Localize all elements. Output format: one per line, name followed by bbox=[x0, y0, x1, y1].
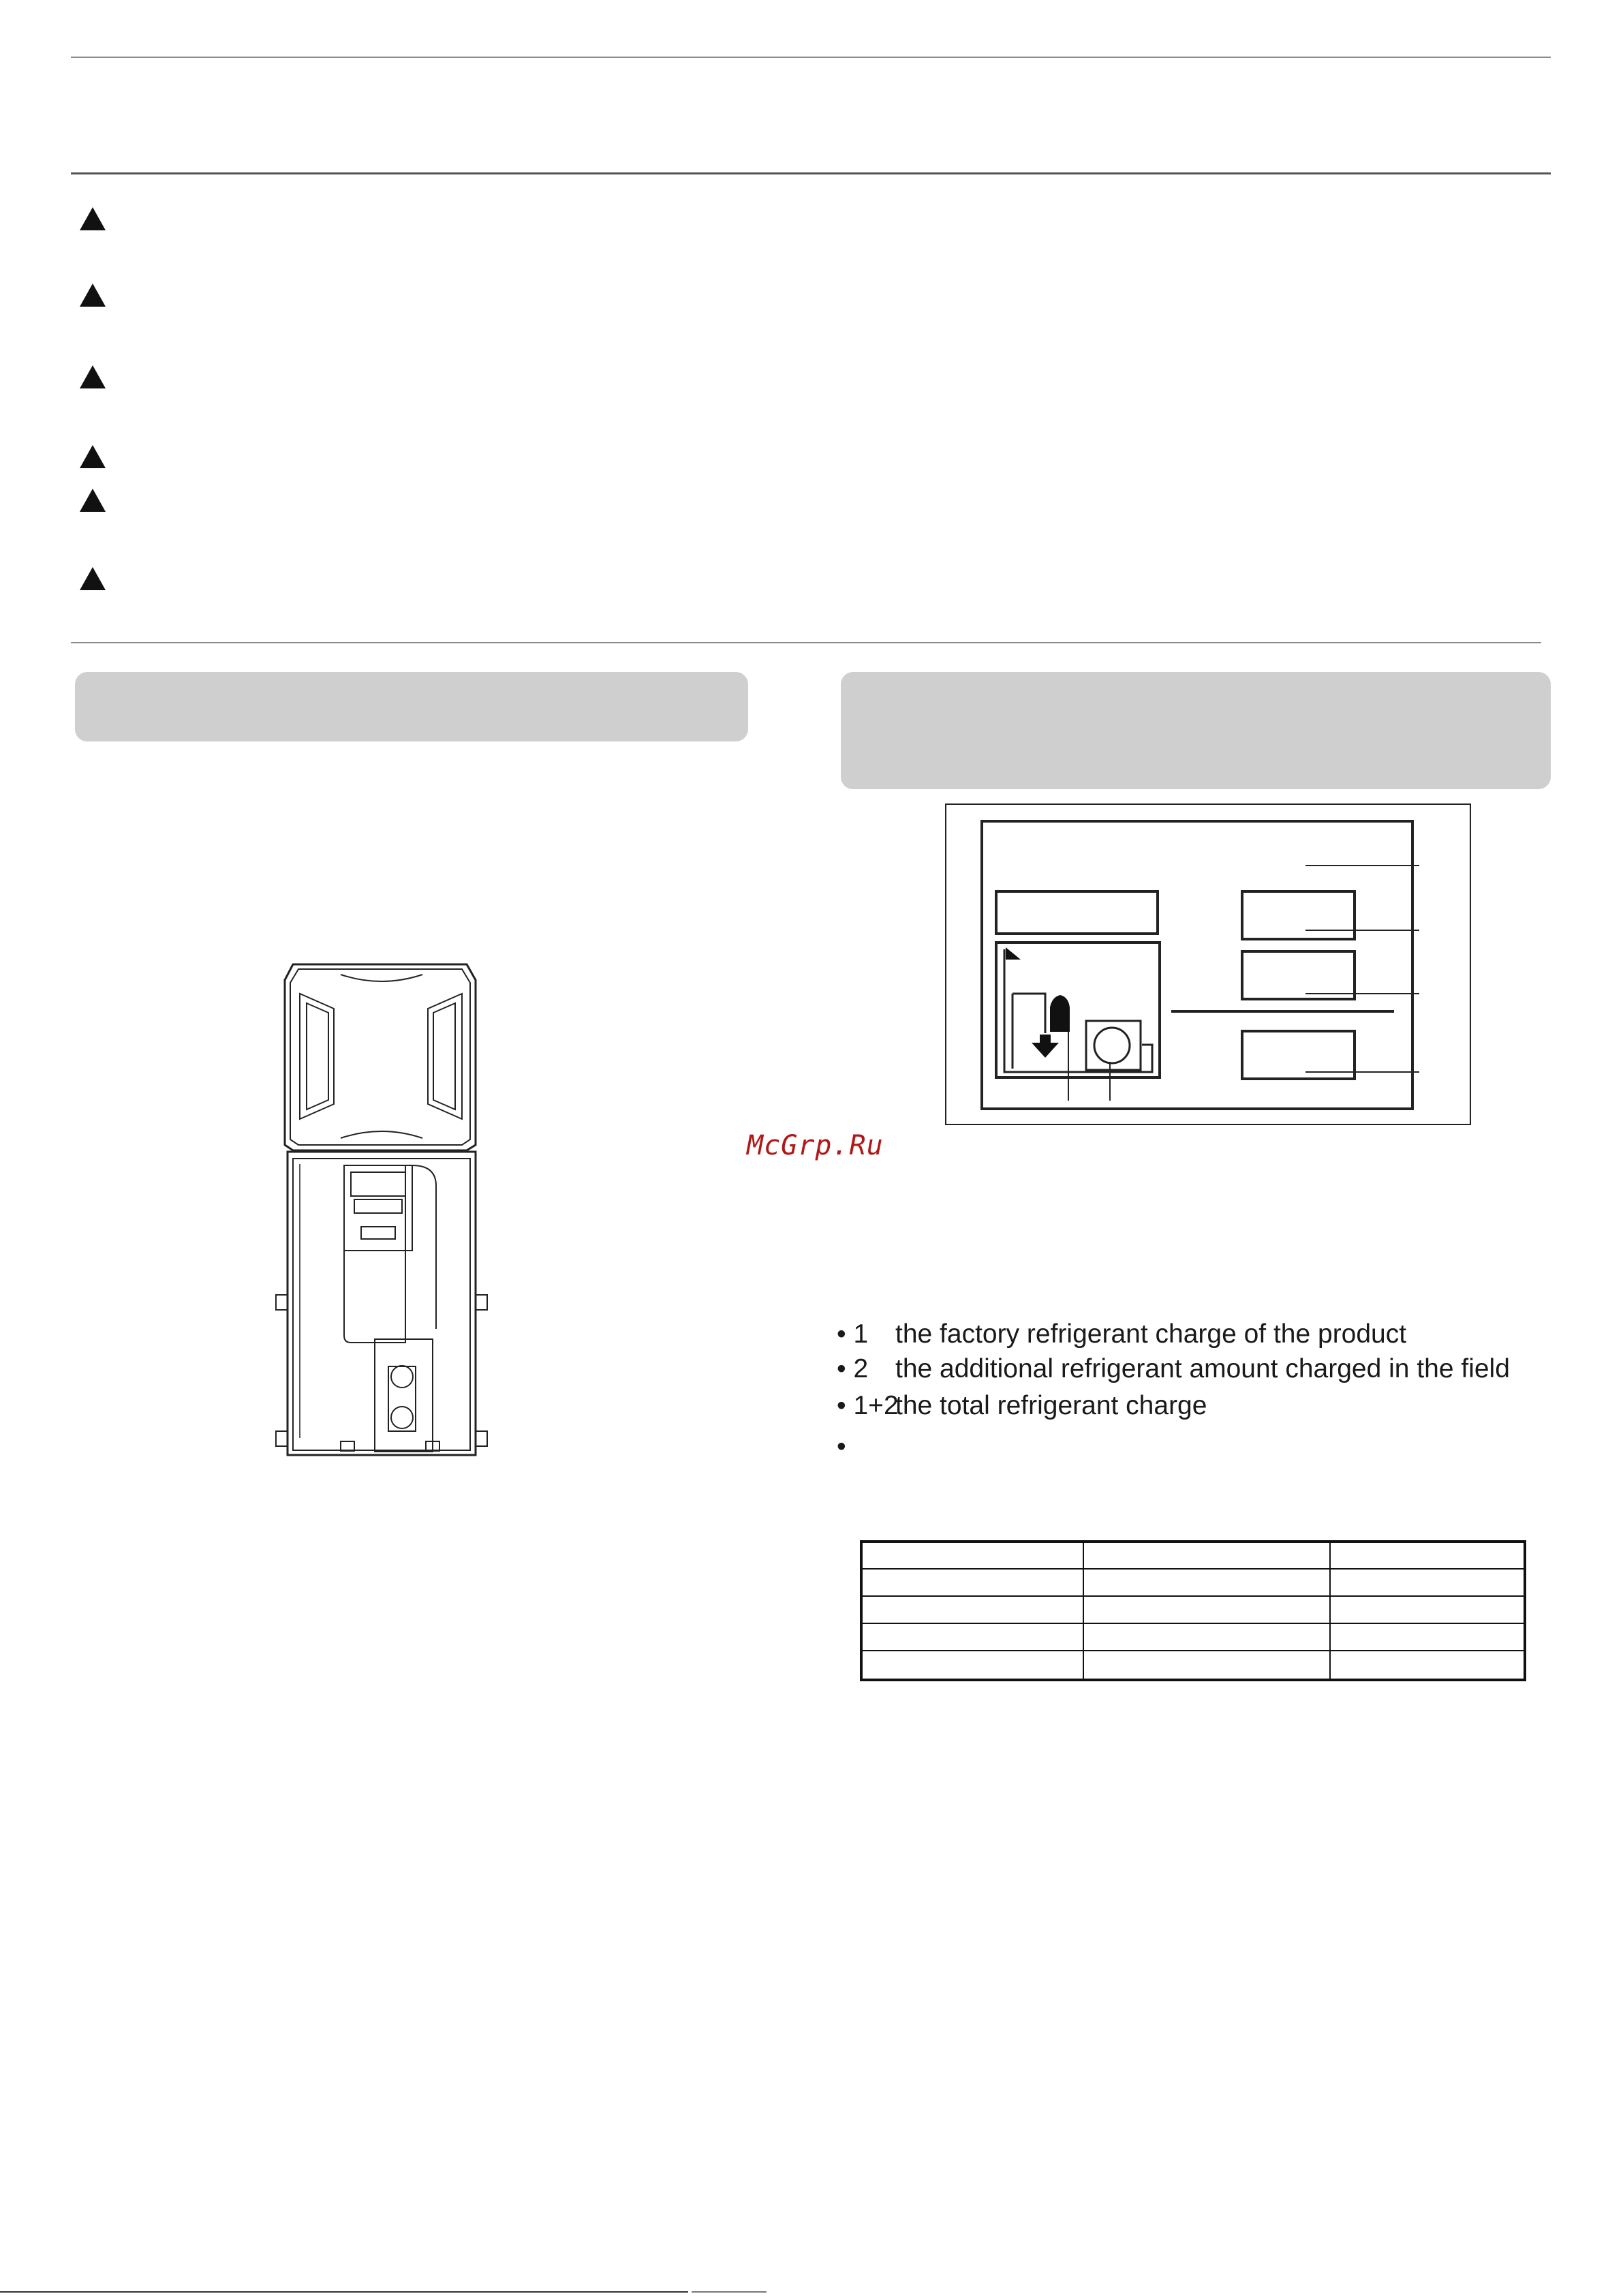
table-row bbox=[861, 1569, 1525, 1596]
table-cell bbox=[861, 1623, 1083, 1651]
table-cell bbox=[1083, 1651, 1330, 1680]
right-section-header bbox=[841, 672, 1551, 789]
left-section-header bbox=[75, 672, 748, 741]
table-cell bbox=[1330, 1542, 1525, 1569]
outdoor-unit-illustration bbox=[273, 961, 497, 1458]
charge-note-number: • bbox=[837, 1432, 846, 1461]
table-cell bbox=[1083, 1542, 1330, 1569]
charge-note-4 bbox=[837, 1431, 895, 1463]
charge-note-text: the factory refrigerant charge of the product bbox=[895, 1319, 1407, 1349]
table-row bbox=[861, 1596, 1525, 1623]
table-cell bbox=[1330, 1651, 1525, 1680]
table-cell bbox=[1330, 1596, 1525, 1623]
warning-icon bbox=[80, 207, 106, 230]
watermark: McGrp.Ru bbox=[747, 1130, 884, 1161]
footer-mark bbox=[692, 2291, 767, 2293]
footer-rule bbox=[0, 2291, 688, 2293]
table-row bbox=[861, 1651, 1525, 1680]
charge-note-number: • 1+2 bbox=[837, 1391, 899, 1420]
charge-note-3 bbox=[837, 1390, 1207, 1422]
refrigerant-label-diagram bbox=[944, 803, 1472, 1127]
warning-icon bbox=[80, 567, 106, 590]
warning-icon bbox=[80, 365, 106, 388]
table-cell bbox=[1083, 1569, 1330, 1596]
table-cell bbox=[1083, 1623, 1330, 1651]
charge-note-1 bbox=[837, 1319, 1406, 1350]
top-rule bbox=[71, 57, 1551, 58]
table-cell bbox=[861, 1542, 1083, 1569]
charge-note-number: • 1 bbox=[837, 1319, 869, 1349]
charge-note-2 bbox=[837, 1353, 1510, 1385]
table-cell bbox=[861, 1569, 1083, 1596]
charge-note-text: the additional refrigerant amount charged in the field bbox=[895, 1354, 1510, 1383]
charge-note-number: • 2 bbox=[837, 1354, 869, 1383]
table-row bbox=[861, 1542, 1525, 1569]
header-rule bbox=[71, 172, 1551, 174]
table-cell bbox=[1083, 1596, 1330, 1623]
charge-note-text: the total refrigerant charge bbox=[895, 1391, 1207, 1420]
warning-icon bbox=[80, 489, 106, 512]
table-cell bbox=[1330, 1623, 1525, 1651]
table-row bbox=[861, 1623, 1525, 1651]
table-cell bbox=[1330, 1569, 1525, 1596]
table-cell bbox=[861, 1596, 1083, 1623]
warning-icon bbox=[80, 445, 106, 468]
charge-table bbox=[860, 1540, 1526, 1681]
table-cell bbox=[861, 1651, 1083, 1680]
warning-icon bbox=[80, 284, 106, 307]
section-divider bbox=[71, 642, 1541, 643]
